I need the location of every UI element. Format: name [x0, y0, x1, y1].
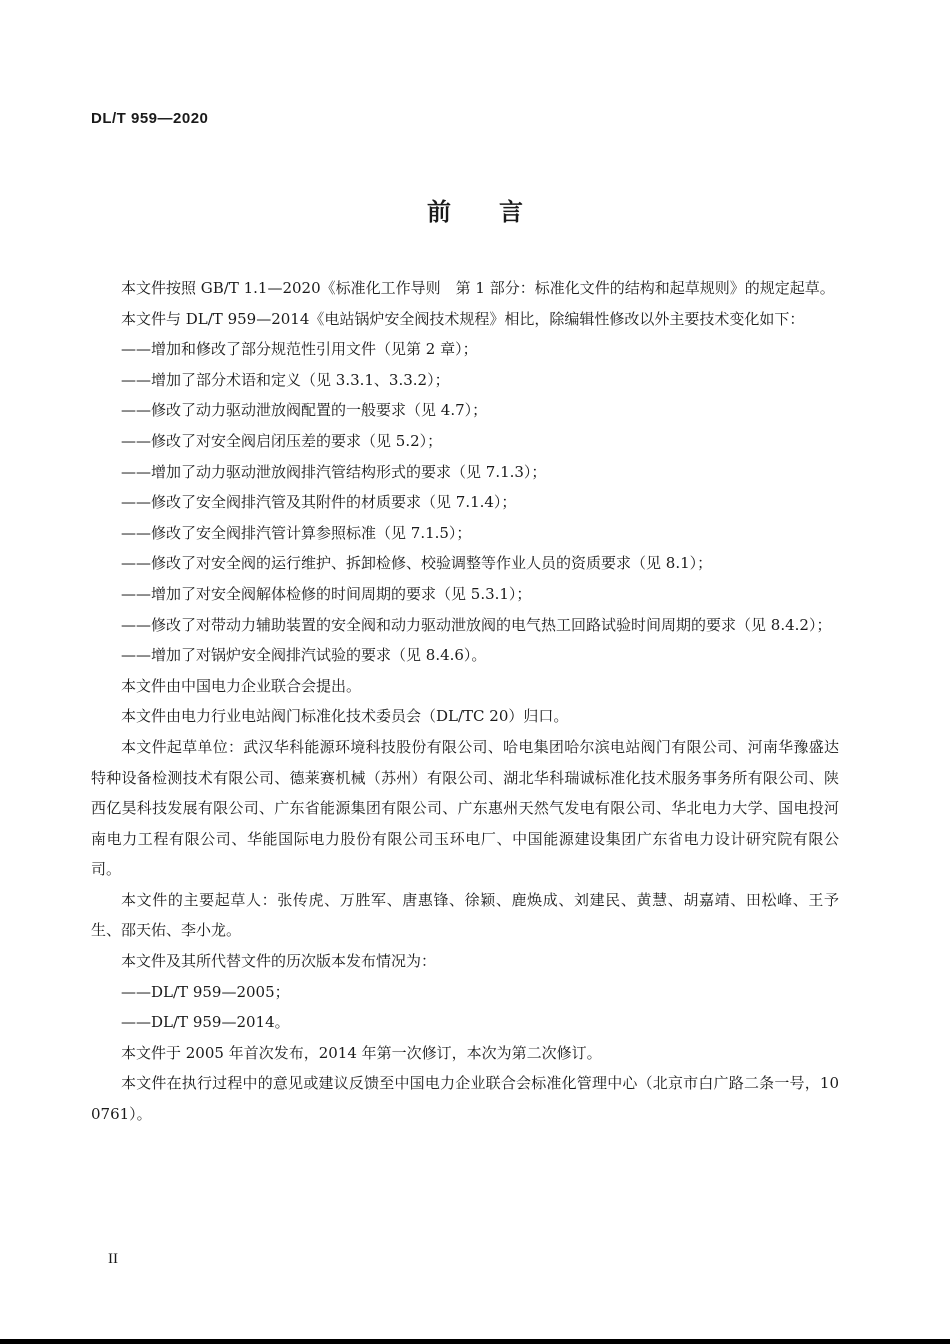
drafting-units-paragraph: 本文件起草单位：武汉华科能源环境科技股份有限公司、哈电集团哈尔滨电站阀门有限公司、河南华豫盛达特种设备检测技术有限公司、德莱赛机械（苏州）有限公司、湖北华科瑞诚标准化技术服务事务所有限公司、陕西亿昊科技发展有限公司、广东省能源集团有限公司、广东惠州天然气发电有限公司、华北电力大学、国电投河南电力工程有限公司、华能国际电力股份有限公司玉环电厂、中国能源建设集团广东省电力设计研究院有限公司。 — [91, 737, 839, 879]
committee-paragraph: 本文件由电力行业电站阀门标准化技术委员会（DL/TC 20）归口。 — [121, 707, 569, 726]
change-item: ——增加了对锅炉安全阀排汽试验的要求（见 8.4.6）。 — [121, 646, 487, 665]
change-item: ——修改了安全阀排汽管及其附件的材质要求（见 7.1.4）； — [121, 493, 517, 512]
page-title: 前言 — [427, 198, 571, 226]
history-item: ——DL/T 959—2005； — [121, 982, 290, 1001]
change-item: ——修改了对带动力辅助装置的安全阀和动力驱动泄放阀的电气热工回路试验时间周期的要求（见 8.4.2）； — [121, 615, 832, 634]
feedback-paragraph: 本文件在执行过程中的意见或建议反馈至中国电力企业联合会标准化管理中心（北京市白广路二条一号，100761）。 — [91, 1074, 839, 1124]
change-item: ——修改了对安全阀的运行维护、拆卸检修、校验调整等作业人员的资质要求（见 8.1）； — [121, 554, 713, 573]
change-item: ——增加了动力驱动泄放阀排汽管结构形式的要求（见 7.1.3）； — [121, 462, 547, 481]
proposer-paragraph: 本文件由中国电力企业联合会提出。 — [121, 676, 362, 695]
page-number: II — [108, 1251, 118, 1267]
document-body — [91, 273, 839, 1130]
change-item: ——修改了安全阀排汽管计算参照标准（见 7.1.5）； — [121, 523, 472, 542]
standard-code: DL/T 959—2020 — [91, 110, 209, 127]
bottom-rule — [0, 1339, 950, 1344]
revision-history-paragraph: 本文件于 2005 年首次发布，2014 年第一次修订，本次为第二次修订。 — [121, 1043, 602, 1062]
change-item: ——增加和修改了部分规范性引用文件（见第 2 章）； — [121, 340, 478, 359]
change-item: ——修改了动力驱动泄放阀配置的一般要求（见 4.7）； — [121, 401, 488, 420]
history-item: ——DL/T 959—2014。 — [121, 1013, 290, 1032]
change-item: ——增加了对安全阀解体检修的时间周期的要求（见 5.3.1）； — [121, 584, 532, 603]
drafters-paragraph: 本文件的主要起草人：张传虎、万胜军、唐惠锋、徐颖、鹿焕成、刘建民、黄慧、胡嘉靖、田松峰、王予生、邵天佑、李小龙。 — [91, 890, 839, 940]
changes-intro-paragraph: 本文件与 DL/T 959—2014《电站锅炉安全阀技术规程》相比，除编辑性修改以外主要技术变化如下： — [121, 309, 805, 328]
change-item: ——增加了部分术语和定义（见 3.3.1、3.3.2）； — [121, 370, 450, 389]
change-item: ——修改了对安全阀启闭压差的要求（见 5.2）； — [121, 431, 443, 450]
drafting-rule-paragraph: 本文件按照 GB/T 1.1—2020《标准化工作导则 第 1 部分：标准化文件的结构和起草规则》的规定起草。 — [121, 279, 835, 297]
history-intro-paragraph: 本文件及其所代替文件的历次版本发布情况为： — [121, 952, 437, 971]
